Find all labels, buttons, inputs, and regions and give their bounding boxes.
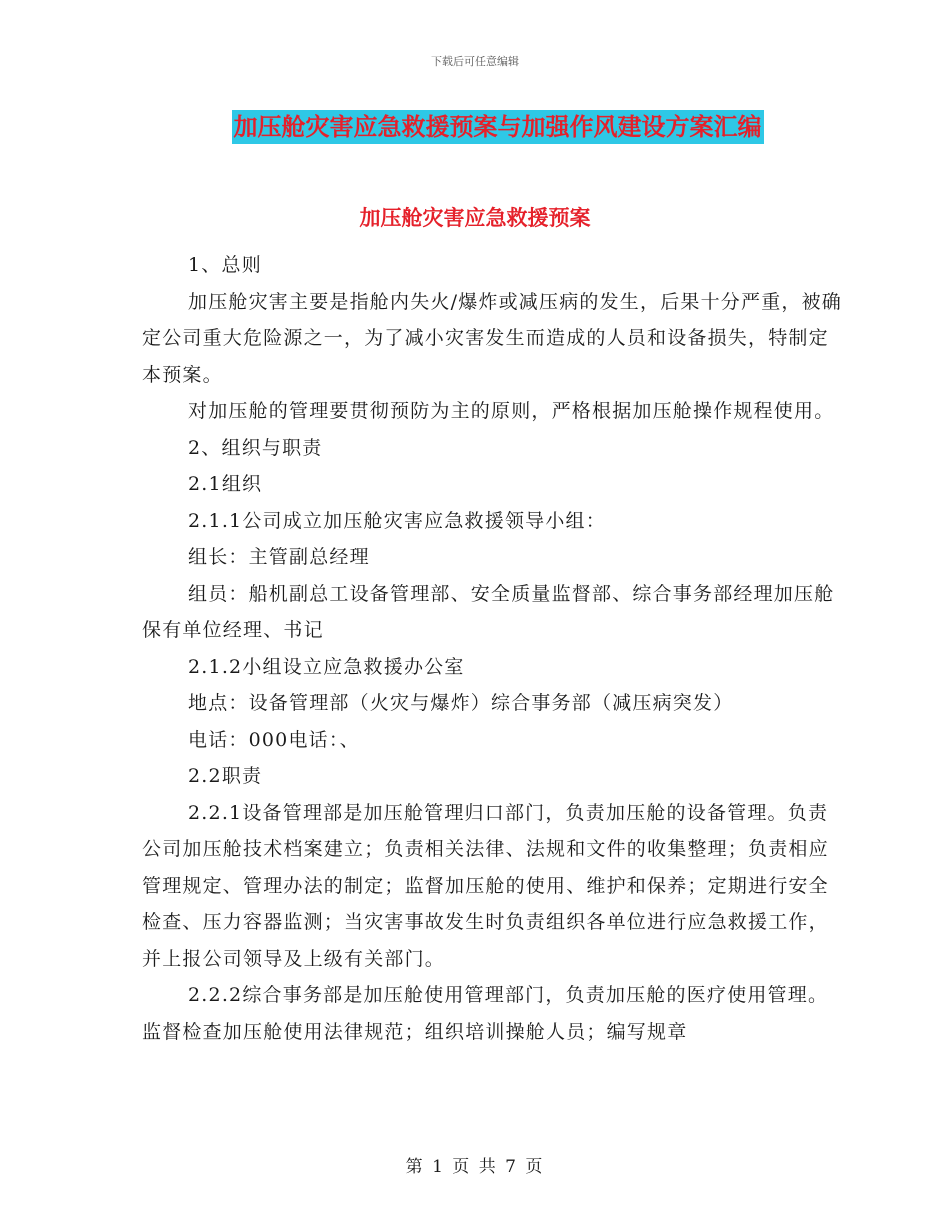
- paragraph: 2.2职责: [188, 765, 263, 787]
- paragraph: 加压舱灾害主要是指舱内失火/爆炸或减压病的发生，后果十分严重，被确定公司重大危险源之一，为了减小灾害发生而造成的人员和设备损失，特制定本预案。: [142, 290, 843, 386]
- paragraph: 地点：设备管理部（火灾与爆炸）综合事务部（减压病突发）: [188, 692, 734, 714]
- paragraph: 电话：000电话：、: [188, 728, 360, 751]
- paragraph: 2.1组织: [188, 473, 263, 495]
- header-note: 下载后可任意编辑: [431, 55, 519, 68]
- page-number: 第 1 页 共 7 页: [405, 1157, 545, 1177]
- main-title-container: [0, 110, 950, 144]
- document-body: [142, 247, 842, 1050]
- paragraph: 2.1.2小组设立应急救援办公室: [188, 655, 465, 678]
- main-title: 加压舱灾害应急救援预案与加强作风建设方案汇编: [232, 110, 764, 144]
- paragraph: 2、组织与职责: [188, 436, 323, 459]
- paragraph: 2.2.2综合事务部是加压舱使用管理部门，负责加压舱的医疗使用管理。监督检查加压舱使用法律规范；组织培训操舱人员；编写规章: [142, 984, 829, 1043]
- paragraph: 1、总则: [188, 254, 262, 276]
- paragraph: 对加压舱的管理要贯彻预防为主的原则，严格根据加压舱操作规程使用。: [188, 400, 835, 422]
- paragraph: 组长：主管副总经理: [188, 546, 370, 568]
- paragraph: 2.2.1设备管理部是加压舱管理归口部门，负责加压舱的设备管理。负责公司加压舱技术档案建立；负责相关法律、法规和文件的收集整理；负责相应管理规定、管理办法的制定；监督加压舱的使用、维护和保养；定期进行安全检查、压力容器监测；当灾害事故发生时负责组织各单位进行应急救援工作，并上报公司领导及上级有关部门。: [142, 801, 829, 970]
- section-title: 加压舱灾害应急救援预案: [359, 205, 591, 230]
- paragraph: 2.1.1公司成立加压舱灾害应急救援领导小组：: [188, 509, 606, 532]
- paragraph: 组员：船机副总工设备管理部、安全质量监督部、综合事务部经理加压舱保有单位经理、书记: [142, 582, 835, 641]
